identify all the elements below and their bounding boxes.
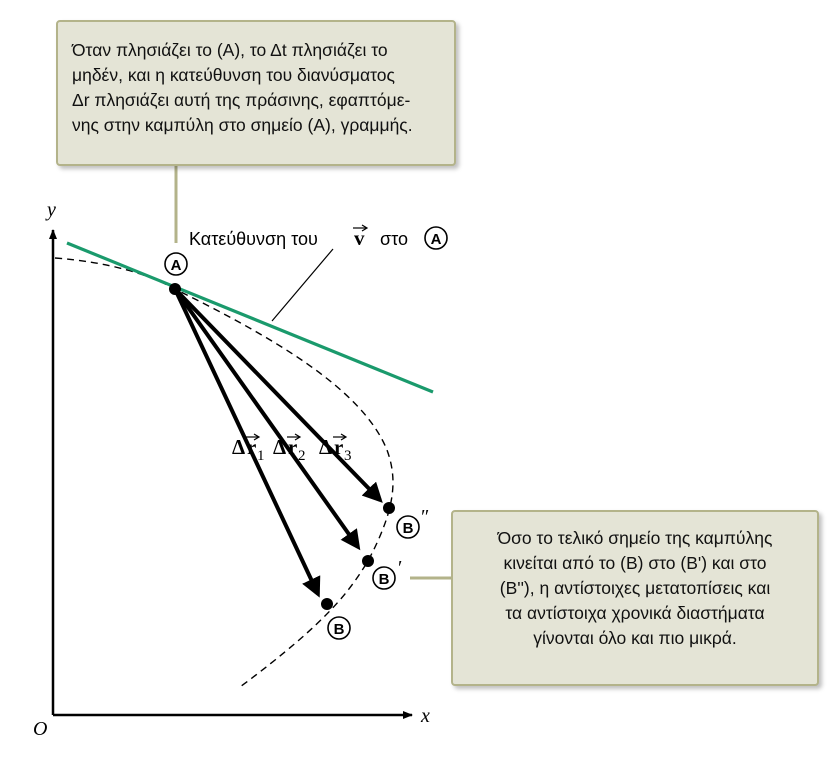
point-B-double-prime-dot [383, 502, 395, 514]
y-axis-label: y [47, 199, 56, 221]
tangent-direction-label [189, 225, 447, 250]
svg-text:B: B [378, 571, 390, 588]
svg-text:B: B [402, 520, 414, 537]
svg-text:Δ: Δ [319, 435, 333, 459]
point-B-prime-dot [362, 555, 374, 567]
svg-text:′: ′ [398, 557, 403, 579]
svg-text:Δ: Δ [273, 435, 287, 459]
v-symbol: v [354, 226, 365, 250]
x-axis-label: x [421, 705, 430, 727]
svg-text:″: ″ [421, 506, 430, 528]
delta-r2-arrow [175, 289, 358, 547]
point-B-dot [321, 598, 333, 610]
origin-label: O [33, 718, 48, 740]
svg-text:B: B [333, 621, 345, 638]
svg-text:2: 2 [298, 448, 306, 464]
delta-r3-arrow [175, 289, 380, 500]
svg-text:A: A [430, 231, 442, 248]
label-B-double-prime [397, 506, 429, 538]
svg-text:3: 3 [344, 448, 352, 464]
callout-tangent-explanation [56, 20, 456, 166]
tangent-line [67, 243, 433, 392]
svg-text:1: 1 [257, 448, 265, 464]
svg-text:A: A [170, 257, 182, 274]
svg-text:r: r [247, 435, 257, 459]
point-A-dot [169, 283, 181, 295]
tangent-label-leader [272, 249, 333, 321]
svg-text:r: r [334, 435, 344, 459]
label-B-prime [373, 557, 402, 589]
svg-text:Κατεύθυνση του: Κατεύθυνση του [189, 229, 318, 249]
callout-tangent-text: Όταν πλησιάζει το (Α), το Δt πλησιάζει το μηδέν, και η κατεύθυνση του διανύσματος Δr πλησιάζει αυτή της πράσινης, εφαπτόμε- νης στην καμπύλη στο σημείο (Α), γραμμής. [72, 40, 413, 135]
label-A [165, 253, 187, 275]
svg-text:Δ: Δ [232, 435, 246, 459]
delta-r3-label [319, 434, 352, 464]
delta-r2-label [273, 434, 306, 464]
callout-endpoint-text: Όσο το τελικό σημείο της καμπύλης κινείται από το (Β) στο (Β') και στο (Β''), η αντίστοιχες μετατοπίσεις και τα αντίστοιχα χρονικά διαστήματα γίνονται όλο και πιο μικρά. [497, 528, 773, 648]
delta-r1-label [232, 434, 265, 464]
svg-text:r: r [288, 435, 298, 459]
label-B [328, 617, 350, 639]
callout-endpoint-explanation [451, 510, 819, 686]
svg-text:στο: στο [380, 229, 408, 249]
